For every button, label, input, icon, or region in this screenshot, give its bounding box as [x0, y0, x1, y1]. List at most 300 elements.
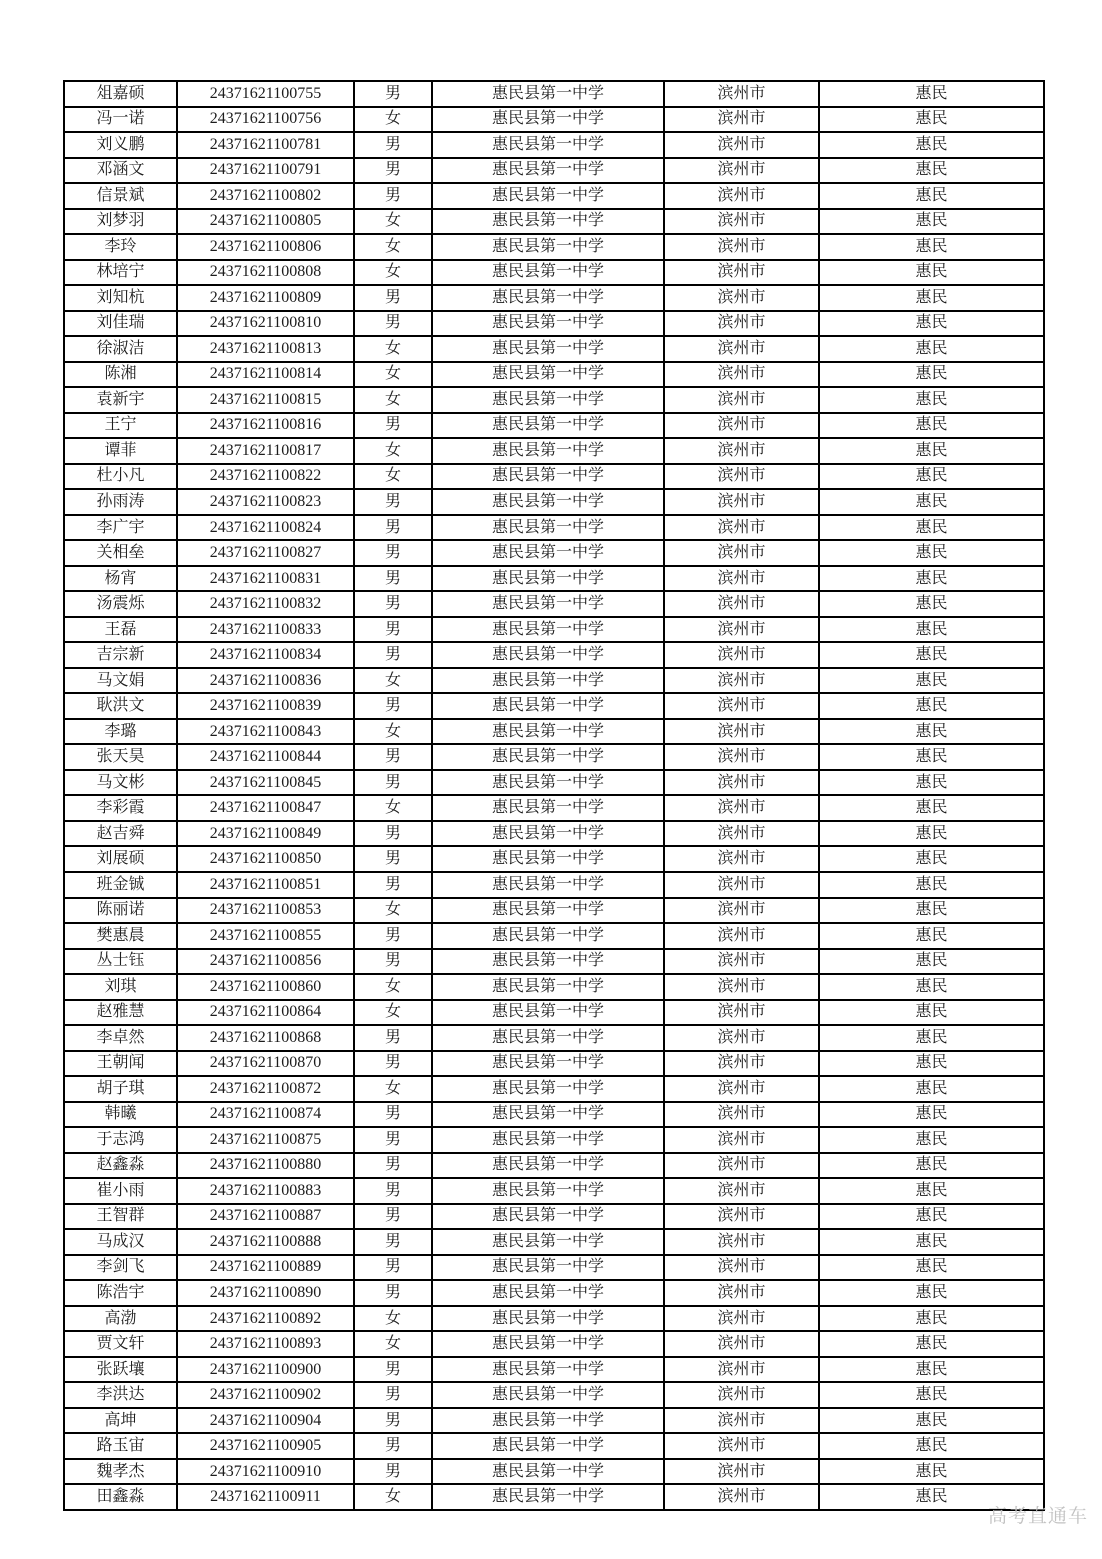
cell-exam-number: 24371621100872 — [177, 1076, 354, 1102]
table-body — [64, 81, 1044, 1510]
cell-school: 惠民县第一中学 — [432, 1102, 664, 1128]
cell-exam-number: 24371621100823 — [177, 489, 354, 515]
cell-name: 刘义鹏 — [64, 132, 177, 158]
cell-gender: 男 — [354, 693, 432, 719]
cell-gender: 男 — [354, 81, 432, 107]
cell-gender: 女 — [354, 974, 432, 1000]
cell-city: 滨州市 — [664, 438, 819, 464]
cell-county: 惠民 — [819, 183, 1044, 209]
cell-school: 惠民县第一中学 — [432, 821, 664, 847]
cell-exam-number: 24371621100900 — [177, 1357, 354, 1383]
cell-gender: 男 — [354, 1051, 432, 1077]
table-row — [64, 617, 1044, 643]
cell-exam-number: 24371621100902 — [177, 1382, 354, 1408]
cell-exam-number: 24371621100893 — [177, 1331, 354, 1357]
cell-school: 惠民县第一中学 — [432, 795, 664, 821]
cell-city: 滨州市 — [664, 1000, 819, 1026]
cell-city: 滨州市 — [664, 1178, 819, 1204]
cell-exam-number: 24371621100781 — [177, 132, 354, 158]
cell-city: 滨州市 — [664, 515, 819, 541]
cell-school: 惠民县第一中学 — [432, 719, 664, 745]
table-row — [64, 285, 1044, 311]
cell-county: 惠民 — [819, 1331, 1044, 1357]
cell-city: 滨州市 — [664, 566, 819, 592]
table-row — [64, 1076, 1044, 1102]
cell-county: 惠民 — [819, 1255, 1044, 1281]
cell-name: 马成汉 — [64, 1229, 177, 1255]
cell-exam-number: 24371621100875 — [177, 1127, 354, 1153]
cell-county: 惠民 — [819, 974, 1044, 1000]
cell-school: 惠民县第一中学 — [432, 1331, 664, 1357]
cell-exam-number: 24371621100853 — [177, 898, 354, 924]
cell-gender: 男 — [354, 744, 432, 770]
cell-city: 滨州市 — [664, 413, 819, 439]
cell-county: 惠民 — [819, 642, 1044, 668]
cell-gender: 男 — [354, 311, 432, 337]
cell-school: 惠民县第一中学 — [432, 617, 664, 643]
cell-county: 惠民 — [819, 1076, 1044, 1102]
cell-name: 班金铖 — [64, 872, 177, 898]
table-row — [64, 540, 1044, 566]
cell-gender: 男 — [354, 770, 432, 796]
cell-school: 惠民县第一中学 — [432, 1255, 664, 1281]
cell-county: 惠民 — [819, 107, 1044, 133]
cell-name: 刘知杭 — [64, 285, 177, 311]
cell-school: 惠民县第一中学 — [432, 362, 664, 388]
cell-city: 滨州市 — [664, 744, 819, 770]
cell-school: 惠民县第一中学 — [432, 744, 664, 770]
cell-name: 杨宵 — [64, 566, 177, 592]
cell-county: 惠民 — [819, 1484, 1044, 1510]
cell-county: 惠民 — [819, 744, 1044, 770]
cell-exam-number: 24371621100806 — [177, 234, 354, 260]
table-row — [64, 1178, 1044, 1204]
cell-gender: 男 — [354, 1025, 432, 1051]
cell-school: 惠民县第一中学 — [432, 336, 664, 362]
cell-name: 谭菲 — [64, 438, 177, 464]
cell-school: 惠民县第一中学 — [432, 1433, 664, 1459]
cell-name: 冯一诺 — [64, 107, 177, 133]
cell-exam-number: 24371621100822 — [177, 464, 354, 490]
cell-county: 惠民 — [819, 1408, 1044, 1434]
cell-county: 惠民 — [819, 1382, 1044, 1408]
cell-county: 惠民 — [819, 311, 1044, 337]
cell-school: 惠民县第一中学 — [432, 1051, 664, 1077]
cell-name: 樊惠晨 — [64, 923, 177, 949]
cell-gender: 男 — [354, 1433, 432, 1459]
cell-city: 滨州市 — [664, 1408, 819, 1434]
cell-exam-number: 24371621100756 — [177, 107, 354, 133]
cell-name: 马文彬 — [64, 770, 177, 796]
cell-exam-number: 24371621100814 — [177, 362, 354, 388]
cell-gender: 女 — [354, 107, 432, 133]
cell-school: 惠民县第一中学 — [432, 591, 664, 617]
cell-school: 惠民县第一中学 — [432, 898, 664, 924]
cell-school: 惠民县第一中学 — [432, 872, 664, 898]
cell-county: 惠民 — [819, 1127, 1044, 1153]
cell-city: 滨州市 — [664, 489, 819, 515]
cell-school: 惠民县第一中学 — [432, 489, 664, 515]
cell-exam-number: 24371621100904 — [177, 1408, 354, 1434]
table-row — [64, 260, 1044, 286]
cell-gender: 女 — [354, 234, 432, 260]
cell-city: 滨州市 — [664, 209, 819, 235]
cell-exam-number: 24371621100888 — [177, 1229, 354, 1255]
cell-gender: 男 — [354, 1255, 432, 1281]
cell-gender: 男 — [354, 1127, 432, 1153]
cell-gender: 男 — [354, 872, 432, 898]
cell-exam-number: 24371621100791 — [177, 158, 354, 184]
cell-city: 滨州市 — [664, 846, 819, 872]
cell-gender: 男 — [354, 821, 432, 847]
cell-city: 滨州市 — [664, 1076, 819, 1102]
cell-exam-number: 24371621100864 — [177, 1000, 354, 1026]
cell-gender: 男 — [354, 540, 432, 566]
cell-gender: 女 — [354, 260, 432, 286]
cell-name: 耿洪文 — [64, 693, 177, 719]
cell-exam-number: 24371621100805 — [177, 209, 354, 235]
cell-county: 惠民 — [819, 81, 1044, 107]
cell-name: 胡子琪 — [64, 1076, 177, 1102]
table-row — [64, 438, 1044, 464]
cell-gender: 男 — [354, 1459, 432, 1485]
cell-gender: 男 — [354, 923, 432, 949]
cell-county: 惠民 — [819, 1102, 1044, 1128]
cell-gender: 男 — [354, 413, 432, 439]
cell-county: 惠民 — [819, 1357, 1044, 1383]
cell-exam-number: 24371621100850 — [177, 846, 354, 872]
cell-city: 滨州市 — [664, 1280, 819, 1306]
cell-county: 惠民 — [819, 846, 1044, 872]
cell-exam-number: 24371621100910 — [177, 1459, 354, 1485]
cell-exam-number: 24371621100911 — [177, 1484, 354, 1510]
table-row — [64, 387, 1044, 413]
cell-city: 滨州市 — [664, 285, 819, 311]
cell-county: 惠民 — [819, 540, 1044, 566]
cell-exam-number: 24371621100874 — [177, 1102, 354, 1128]
cell-city: 滨州市 — [664, 668, 819, 694]
table-row — [64, 846, 1044, 872]
cell-gender: 男 — [354, 1382, 432, 1408]
cell-name: 徐淑洁 — [64, 336, 177, 362]
cell-county: 惠民 — [819, 1153, 1044, 1179]
cell-exam-number: 24371621100813 — [177, 336, 354, 362]
cell-school: 惠民县第一中学 — [432, 1229, 664, 1255]
cell-city: 滨州市 — [664, 81, 819, 107]
cell-exam-number: 24371621100839 — [177, 693, 354, 719]
table-row — [64, 489, 1044, 515]
table-row — [64, 1051, 1044, 1077]
cell-name: 田鑫淼 — [64, 1484, 177, 1510]
cell-name: 于志鸿 — [64, 1127, 177, 1153]
cell-school: 惠民县第一中学 — [432, 81, 664, 107]
table-row — [64, 923, 1044, 949]
cell-city: 滨州市 — [664, 1153, 819, 1179]
table-row — [64, 1229, 1044, 1255]
cell-exam-number: 24371621100880 — [177, 1153, 354, 1179]
cell-city: 滨州市 — [664, 923, 819, 949]
cell-city: 滨州市 — [664, 949, 819, 975]
cell-exam-number: 24371621100755 — [177, 81, 354, 107]
cell-school: 惠民县第一中学 — [432, 566, 664, 592]
cell-gender: 男 — [354, 617, 432, 643]
cell-school: 惠民县第一中学 — [432, 1025, 664, 1051]
student-roster-table — [63, 80, 1045, 1511]
cell-county: 惠民 — [819, 234, 1044, 260]
cell-name: 汤震烁 — [64, 591, 177, 617]
cell-exam-number: 24371621100816 — [177, 413, 354, 439]
cell-city: 滨州市 — [664, 1102, 819, 1128]
cell-county: 惠民 — [819, 438, 1044, 464]
cell-school: 惠民县第一中学 — [432, 438, 664, 464]
cell-gender: 男 — [354, 132, 432, 158]
cell-exam-number: 24371621100810 — [177, 311, 354, 337]
table-row — [64, 591, 1044, 617]
table-row — [64, 1331, 1044, 1357]
cell-city: 滨州市 — [664, 387, 819, 413]
cell-county: 惠民 — [819, 413, 1044, 439]
cell-school: 惠民县第一中学 — [432, 846, 664, 872]
cell-exam-number: 24371621100834 — [177, 642, 354, 668]
cell-city: 滨州市 — [664, 1459, 819, 1485]
cell-school: 惠民县第一中学 — [432, 209, 664, 235]
cell-county: 惠民 — [819, 770, 1044, 796]
cell-school: 惠民县第一中学 — [432, 1280, 664, 1306]
cell-city: 滨州市 — [664, 974, 819, 1000]
cell-county: 惠民 — [819, 898, 1044, 924]
table-row — [64, 1306, 1044, 1332]
table-row — [64, 362, 1044, 388]
cell-exam-number: 24371621100824 — [177, 515, 354, 541]
cell-name: 林培宁 — [64, 260, 177, 286]
table-row — [64, 821, 1044, 847]
watermark-text: 高考直通车 — [987, 1506, 1088, 1527]
cell-county: 惠民 — [819, 1178, 1044, 1204]
cell-exam-number: 24371621100890 — [177, 1280, 354, 1306]
table-row — [64, 770, 1044, 796]
cell-gender: 女 — [354, 1076, 432, 1102]
cell-name: 贾文轩 — [64, 1331, 177, 1357]
cell-exam-number: 24371621100868 — [177, 1025, 354, 1051]
cell-gender: 男 — [354, 642, 432, 668]
cell-name: 李剑飞 — [64, 1255, 177, 1281]
cell-city: 滨州市 — [664, 464, 819, 490]
cell-school: 惠民县第一中学 — [432, 234, 664, 260]
cell-city: 滨州市 — [664, 693, 819, 719]
cell-school: 惠民县第一中学 — [432, 311, 664, 337]
cell-exam-number: 24371621100827 — [177, 540, 354, 566]
cell-county: 惠民 — [819, 693, 1044, 719]
cell-exam-number: 24371621100855 — [177, 923, 354, 949]
cell-city: 滨州市 — [664, 1306, 819, 1332]
cell-city: 滨州市 — [664, 719, 819, 745]
cell-city: 滨州市 — [664, 1025, 819, 1051]
table-row — [64, 898, 1044, 924]
cell-gender: 女 — [354, 1331, 432, 1357]
cell-name: 信景斌 — [64, 183, 177, 209]
table-row — [64, 1000, 1044, 1026]
cell-city: 滨州市 — [664, 617, 819, 643]
cell-school: 惠民县第一中学 — [432, 974, 664, 1000]
cell-school: 惠民县第一中学 — [432, 1000, 664, 1026]
table-row — [64, 515, 1044, 541]
table-row — [64, 464, 1044, 490]
cell-school: 惠民县第一中学 — [432, 183, 664, 209]
cell-school: 惠民县第一中学 — [432, 949, 664, 975]
cell-exam-number: 24371621100802 — [177, 183, 354, 209]
cell-county: 惠民 — [819, 1306, 1044, 1332]
table-row — [64, 1382, 1044, 1408]
cell-name: 杜小凡 — [64, 464, 177, 490]
cell-gender: 男 — [354, 1153, 432, 1179]
cell-name: 李玲 — [64, 234, 177, 260]
cell-city: 滨州市 — [664, 183, 819, 209]
table-row — [64, 209, 1044, 235]
cell-name: 路玉宙 — [64, 1433, 177, 1459]
cell-name: 王朝闻 — [64, 1051, 177, 1077]
cell-county: 惠民 — [819, 719, 1044, 745]
cell-exam-number: 24371621100860 — [177, 974, 354, 1000]
cell-city: 滨州市 — [664, 1331, 819, 1357]
cell-exam-number: 24371621100849 — [177, 821, 354, 847]
cell-county: 惠民 — [819, 1051, 1044, 1077]
cell-exam-number: 24371621100831 — [177, 566, 354, 592]
cell-gender: 女 — [354, 209, 432, 235]
cell-county: 惠民 — [819, 1229, 1044, 1255]
cell-county: 惠民 — [819, 387, 1044, 413]
cell-name: 刘梦羽 — [64, 209, 177, 235]
table-row — [64, 1459, 1044, 1485]
cell-city: 滨州市 — [664, 642, 819, 668]
cell-county: 惠民 — [819, 1025, 1044, 1051]
cell-county: 惠民 — [819, 923, 1044, 949]
cell-city: 滨州市 — [664, 1357, 819, 1383]
cell-city: 滨州市 — [664, 1051, 819, 1077]
cell-school: 惠民县第一中学 — [432, 387, 664, 413]
cell-city: 滨州市 — [664, 540, 819, 566]
cell-exam-number: 24371621100892 — [177, 1306, 354, 1332]
cell-exam-number: 24371621100836 — [177, 668, 354, 694]
cell-city: 滨州市 — [664, 872, 819, 898]
cell-county: 惠民 — [819, 158, 1044, 184]
cell-name: 孙雨涛 — [64, 489, 177, 515]
cell-exam-number: 24371621100817 — [177, 438, 354, 464]
cell-exam-number: 24371621100844 — [177, 744, 354, 770]
cell-city: 滨州市 — [664, 821, 819, 847]
cell-name: 邓涵文 — [64, 158, 177, 184]
cell-county: 惠民 — [819, 566, 1044, 592]
cell-gender: 男 — [354, 285, 432, 311]
cell-gender: 女 — [354, 362, 432, 388]
cell-school: 惠民县第一中学 — [432, 1178, 664, 1204]
cell-name: 高坤 — [64, 1408, 177, 1434]
cell-city: 滨州市 — [664, 1433, 819, 1459]
cell-school: 惠民县第一中学 — [432, 1484, 664, 1510]
table-row — [64, 744, 1044, 770]
cell-city: 滨州市 — [664, 311, 819, 337]
cell-school: 惠民县第一中学 — [432, 1127, 664, 1153]
cell-city: 滨州市 — [664, 591, 819, 617]
cell-school: 惠民县第一中学 — [432, 540, 664, 566]
cell-name: 袁新宇 — [64, 387, 177, 413]
cell-gender: 女 — [354, 719, 432, 745]
cell-name: 高渤 — [64, 1306, 177, 1332]
cell-school: 惠民县第一中学 — [432, 285, 664, 311]
cell-school: 惠民县第一中学 — [432, 132, 664, 158]
cell-name: 王智群 — [64, 1204, 177, 1230]
cell-school: 惠民县第一中学 — [432, 1408, 664, 1434]
cell-county: 惠民 — [819, 872, 1044, 898]
table-row — [64, 693, 1044, 719]
cell-school: 惠民县第一中学 — [432, 693, 664, 719]
cell-city: 滨州市 — [664, 1255, 819, 1281]
cell-school: 惠民县第一中学 — [432, 1382, 664, 1408]
table-row — [64, 1025, 1044, 1051]
table-row — [64, 158, 1044, 184]
cell-county: 惠民 — [819, 489, 1044, 515]
cell-exam-number: 24371621100887 — [177, 1204, 354, 1230]
cell-county: 惠民 — [819, 1459, 1044, 1485]
cell-gender: 男 — [354, 158, 432, 184]
cell-school: 惠民县第一中学 — [432, 642, 664, 668]
cell-name: 关相垒 — [64, 540, 177, 566]
cell-city: 滨州市 — [664, 1127, 819, 1153]
cell-exam-number: 24371621100870 — [177, 1051, 354, 1077]
cell-county: 惠民 — [819, 132, 1044, 158]
cell-gender: 女 — [354, 464, 432, 490]
cell-school: 惠民县第一中学 — [432, 1153, 664, 1179]
cell-gender: 男 — [354, 949, 432, 975]
cell-city: 滨州市 — [664, 132, 819, 158]
cell-exam-number: 24371621100889 — [177, 1255, 354, 1281]
cell-school: 惠民县第一中学 — [432, 515, 664, 541]
cell-exam-number: 24371621100808 — [177, 260, 354, 286]
cell-gender: 女 — [354, 1484, 432, 1510]
cell-name: 赵鑫淼 — [64, 1153, 177, 1179]
cell-county: 惠民 — [819, 336, 1044, 362]
cell-gender: 男 — [354, 1178, 432, 1204]
table-row — [64, 719, 1044, 745]
cell-school: 惠民县第一中学 — [432, 1306, 664, 1332]
cell-name: 张天昊 — [64, 744, 177, 770]
cell-county: 惠民 — [819, 515, 1044, 541]
table-row — [64, 234, 1044, 260]
table-row — [64, 668, 1044, 694]
cell-county: 惠民 — [819, 1433, 1044, 1459]
table-row — [64, 336, 1044, 362]
cell-gender: 女 — [354, 336, 432, 362]
cell-city: 滨州市 — [664, 362, 819, 388]
cell-city: 滨州市 — [664, 260, 819, 286]
table-row — [64, 795, 1044, 821]
cell-name: 刘佳瑞 — [64, 311, 177, 337]
cell-city: 滨州市 — [664, 1204, 819, 1230]
cell-gender: 男 — [354, 1280, 432, 1306]
table-row — [64, 949, 1044, 975]
table-row — [64, 1433, 1044, 1459]
cell-name: 吉宗新 — [64, 642, 177, 668]
cell-city: 滨州市 — [664, 234, 819, 260]
cell-city: 滨州市 — [664, 1484, 819, 1510]
cell-exam-number: 24371621100843 — [177, 719, 354, 745]
table-row — [64, 872, 1044, 898]
cell-school: 惠民县第一中学 — [432, 770, 664, 796]
cell-name: 李广宇 — [64, 515, 177, 541]
cell-exam-number: 24371621100809 — [177, 285, 354, 311]
cell-city: 滨州市 — [664, 336, 819, 362]
table-row — [64, 81, 1044, 107]
cell-city: 滨州市 — [664, 158, 819, 184]
